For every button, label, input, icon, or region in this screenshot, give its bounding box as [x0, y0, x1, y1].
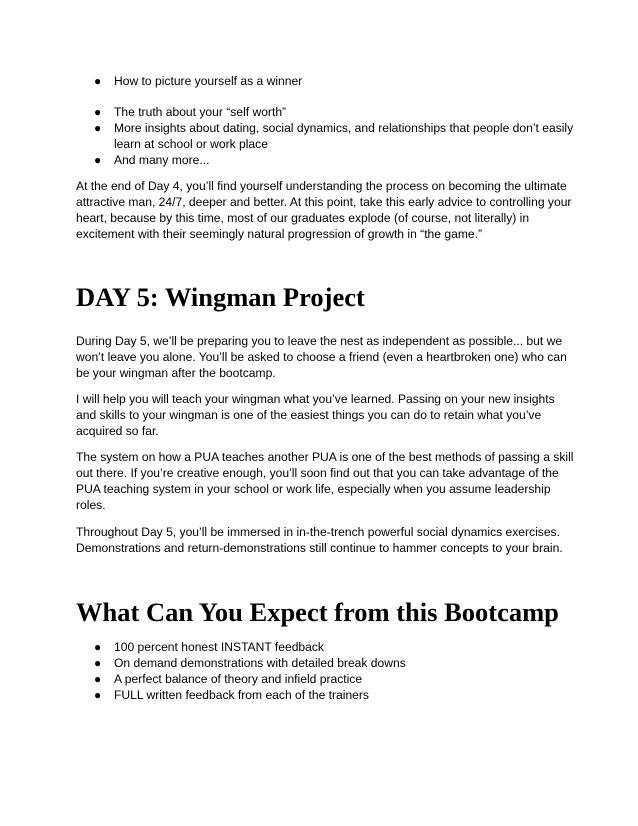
day5-paragraph-3: The system on how a PUA teaches another PUA is one of the best methods of passing a skill out there. If you’re creative enough, you’ll soon find out that you can take advantage of the PUA teaching system in your school or work life, especially when you assume leadership roles. — [76, 450, 574, 512]
list-item-text: On demand demonstrations with detailed break downs — [114, 656, 406, 670]
list-item-text: More insights about dating, social dynamics, and relationships that people don’t easily learn at school or work place — [114, 121, 574, 151]
list-item-text: How to picture yourself as a winner — [114, 74, 303, 88]
bullet-icon: ● — [94, 153, 102, 167]
list-item-text: FULL written feedback from each of the trainers — [114, 688, 369, 702]
list-item-text: 100 percent honest INSTANT feedback — [114, 640, 324, 654]
expect-heading: What Can You Expect from this Bootcamp — [76, 597, 559, 627]
bullet-icon: ● — [94, 640, 102, 654]
list-item-text: And many more... — [114, 153, 210, 167]
bullet-icon: ● — [94, 672, 102, 686]
bullet-icon: ● — [94, 105, 102, 119]
day5-paragraph-1: During Day 5, we’ll be preparing you to leave the nest as independent as possible... but we won’t leave you alone. You’ll be asked to choose a friend (even a heartbroken one) who can be your wingman after the bootcamp. — [76, 334, 567, 380]
bullet-list-bottom — [76, 639, 576, 703]
bullet-icon: ● — [94, 121, 102, 135]
day5-paragraph-4: Throughout Day 5, you’ll be immersed in in-the-trench powerful social dynamics exercises. Demonstrations and return-demonstrations still continue to hammer concepts to your brain. — [76, 525, 563, 555]
day5-heading: DAY 5: Wingman Project — [76, 282, 365, 312]
bullet-icon: ● — [94, 74, 102, 88]
bullet-list-top — [76, 73, 576, 168]
list-item-text: A perfect balance of theory and infield practice — [114, 672, 363, 686]
day5-paragraph-2: I will help you will teach your wingman what you’ve learned. Passing on your new insights and skills to your wingman is one of the easiest things you can do to retain what you’ve acquired so far. — [76, 392, 555, 438]
bullet-icon: ● — [94, 688, 102, 702]
bullet-icon: ● — [94, 656, 102, 670]
list-item-text: The truth about your “self worth” — [114, 105, 287, 119]
day4-paragraph: At the end of Day 4, you’ll find yourself understanding the process on becoming the ultimate attractive man, 24/7, deeper and better. At this point, take this early advice to controlling your heart, because by this time, most of our graduates explode (of course, not literally) in excitement with their seemingly natural progression of growth in “the game.” — [76, 179, 572, 241]
